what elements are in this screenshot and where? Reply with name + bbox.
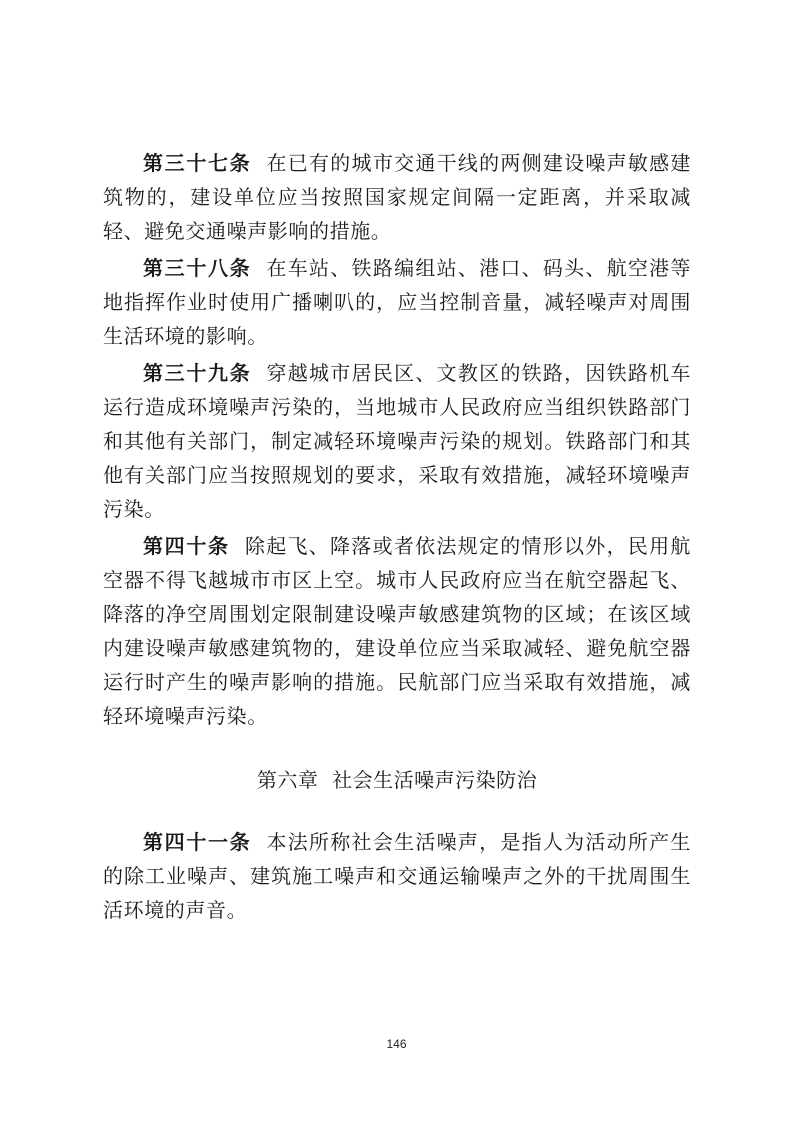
article-text: 穿越城市居民区、文教区的铁路，因铁路机车运行造成环境噪声污染的，当地城市人民政府应当组织铁路部门和其他有关部门，制定减轻环境噪声污染的规划。铁路部门和其他有关部门应当按照规划的要求，采取有效措施，减轻环境噪声污染。 xyxy=(103,361,692,521)
article-40 xyxy=(103,529,691,733)
article-38 xyxy=(103,251,691,353)
article-text: 在已有的城市交通干线的两侧建设噪声敏感建筑物的，建设单位应当按照国家规定间隔一定距离，并采取减轻、避免交通噪声影响的措施。 xyxy=(103,151,692,243)
article-text: 除起飞、降落或者依法规定的情形以外，民用航空器不得飞越城市市区上空。城市人民政府应当在航空器起飞、降落的净空周围划定限制建设噪声敏感建筑物的区域；在该区域内建设噪声敏感建筑物的，建设单位应当采取减轻、避免航空器运行时产生的噪声影响的措施。民航部门应当采取有效措施，减轻环境噪声污染。 xyxy=(103,534,691,728)
article-text: 在车站、铁路编组站、港口、码头、航空港等地指挥作业时使用广播喇叭的，应当控制音量，减轻噪声对周围生活环境的影响。 xyxy=(103,256,692,348)
article-label: 第三十八条 xyxy=(143,256,252,280)
article-label: 第三十七条 xyxy=(143,151,252,175)
article-37 xyxy=(103,146,691,248)
page-number: 146 xyxy=(386,1037,407,1051)
chapter-heading: 第六章 社会生活噪声污染防治 xyxy=(256,768,538,792)
article-label: 第四十一条 xyxy=(143,830,252,854)
article-41 xyxy=(103,825,691,927)
article-39 xyxy=(103,356,691,526)
article-label: 第三十九条 xyxy=(143,361,252,385)
page-content xyxy=(103,146,691,927)
article-label: 第四十条 xyxy=(143,534,230,558)
article-text: 本法所称社会生活噪声，是指人为活动所产生的除工业噪声、建筑施工噪声和交通运输噪声之外的干扰周围生活环境的声音。 xyxy=(103,830,692,922)
